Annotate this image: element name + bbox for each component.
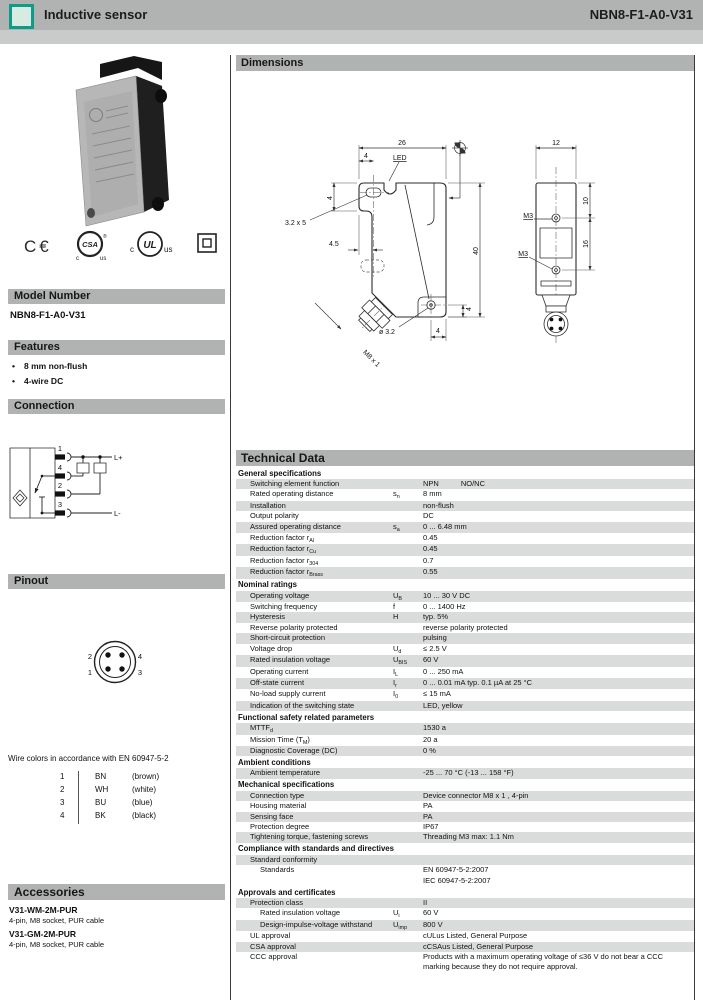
technical-data-table [236,467,694,973]
sensor-body-box [10,448,55,518]
dim-4-right: 4 [466,307,473,311]
wire-color-code: BN [95,772,107,781]
svg-text:us: us [164,245,173,254]
tech-row-value: 1530 a [423,723,446,733]
tech-row-symbol: $I_0$ [393,689,399,701]
dim-m3-top: M3 [523,213,533,220]
tech-row-value: 0 ... 250 mA [423,666,464,676]
tech-row-symbol [393,942,423,952]
tech-row-value: PA [423,811,433,821]
tech-row-label: Rated insulation voltage [250,655,331,665]
certification-logos [18,230,218,262]
tech-row-value: 0.45 [423,533,438,543]
tech-row-symbol [393,865,423,886]
tech-row-symbol [393,812,423,822]
accessory-name: V31-WM-2M-PUR [9,905,78,915]
tech-data-row [236,920,694,931]
dim-26: 26 [398,140,406,147]
tech-data-row [236,556,694,567]
tech-row-symbol: $s_n$ [393,489,400,501]
tech-data-row [236,735,694,746]
wire-color-row: 2 [60,785,65,794]
tech-row-label: Tightening torque, fastening screws [250,832,369,842]
pin4-label: 4 [57,463,63,472]
tech-data-row [236,931,694,941]
tech-row-label: No-load supply current [250,689,326,699]
led-label: LED [393,155,407,162]
accessories-heading: Accessories [8,884,225,900]
tech-row-value: 20 a [423,734,438,744]
tech-row-label: CSA approval [250,941,296,951]
connection-heading: Connection [8,399,225,414]
wire-color-row: 4 [60,811,65,820]
tech-data-row [236,567,694,578]
tech-row-label: Protection degree [250,821,310,831]
pin3-label: 3 [57,500,63,509]
wire-color-code: BU [95,798,107,807]
tech-row-symbol [393,633,423,643]
tech-row-label: Switching element function [250,479,340,488]
page-header-bar [0,0,703,30]
dim-12: 12 [552,140,560,147]
tech-row-value: 0.55 [423,567,438,577]
tech-data-row [236,678,694,689]
tech-data-row [236,723,694,734]
dim-10: 10 [583,197,590,205]
tech-row-symbol: $U_i$ [393,908,400,920]
tech-row-label: Reduction factor $r_{Brass}$ [250,567,323,579]
tech-section-header: Ambient conditions [238,757,311,767]
tech-row-symbol: $I_r$ [393,677,397,689]
tech-data-row [236,667,694,678]
tech-row-symbol: H [393,612,399,622]
reference-target-icon [452,140,468,156]
tech-row-symbol: $I_L$ [393,666,399,678]
tech-row-value: ≤ 15 mA [423,689,451,699]
tech-row-symbol [393,735,423,746]
tech-row-label: Reduction factor $r_{Al}$ [250,533,314,545]
tech-data-row [236,812,694,822]
pinout-diagram [0,600,225,710]
tech-row-value: 0 ... 6.48 mm [423,521,467,531]
tech-data-row [236,898,694,908]
tech-row-label: Voltage drop [250,643,293,653]
pinout-label-4: 4 [137,652,143,661]
tech-row-symbol [393,791,423,801]
tech-row-symbol: $s_a$ [393,521,400,533]
wire-color-row: 1 [60,772,65,781]
wire-color-code: BK [95,811,106,820]
tech-row-value: Products with a maximum operating voltage of ≤36 V do not bear a CCC marking because they do not require approval. [423,952,664,972]
ul-logo-icon [130,232,172,256]
tech-data-row [236,591,694,602]
tech-row-value: Threading M3 max: 1.1 Nm [423,832,514,842]
tech-row-symbol [393,501,423,511]
tech-row-label: Operating current [250,666,309,676]
tech-data-row [236,602,694,612]
tech-section-header: Compliance with standards and directives [238,844,394,854]
bullet-icon: • [12,376,15,386]
tech-row-label: CCC approval [250,952,298,962]
technical-data-heading: Technical Data [236,450,694,466]
dimensions-drawing [233,67,695,445]
tech-row-label: Connection type [250,790,305,800]
tech-row-value: pulsing [423,633,447,643]
tech-data-row [236,623,694,633]
tech-row-symbol: $U_{imp}$ [393,919,408,931]
tech-section-header: Nominal ratings [238,580,297,590]
tech-row-label: Mission Time $(T_M)$ [250,734,310,746]
tech-row-symbol [393,952,423,973]
tech-row-label: Reverse polarity protected [250,622,338,632]
tech-data-row [236,768,694,778]
wire-colors-note: Wire colors in accordance with EN 60947-5-2 [8,754,169,763]
wire-color-name: (white) [132,785,157,794]
tech-row-value: 0 % [423,745,436,755]
tech-data-row [236,801,694,811]
tech-data-row [236,865,694,886]
tech-data-row [236,952,694,973]
svg-text:CSA: CSA [82,240,98,249]
tech-row-label: Sensing face [250,811,294,821]
svg-text:c: c [76,256,79,262]
tech-row-value: LED, yellow [423,700,463,710]
tech-row-value: Device connector M8 x 1 , 4-pin [423,790,529,800]
tech-row-value: cULus Listed, General Purpose [423,931,528,941]
tech-data-row [236,791,694,801]
header-model-number: NBN8-F1-A0-V31 [589,7,693,22]
ce-mark-icon: C€ [24,237,52,256]
tech-row-symbol [393,855,423,865]
tech-data-row [236,533,694,544]
tech-row-label: Protection class [250,898,303,907]
pin1-label: 1 [57,444,63,453]
features-heading: Features [8,340,225,355]
tech-row-label: Design-impulse-voltage withstand [260,919,373,929]
tech-data-row [236,612,694,622]
tech-row-label: Output polarity [250,511,299,521]
dim-4-top: 4 [364,153,368,160]
wire-color-name: (blue) [132,798,153,807]
tech-row-label: UL approval [250,931,291,941]
tech-data-row [236,701,694,711]
wire-color-row: 3 [60,798,65,807]
load-resistors [77,455,106,494]
dim-m3-bottom: M3 [518,251,528,258]
product-bottom-nub [152,197,164,211]
tech-row-value: 800 V [423,919,443,929]
tech-row-label: Off-state current [250,677,305,687]
tech-row-label: Rated operating distance [250,489,334,499]
tech-section-header: Approvals and certificates [238,887,336,897]
tech-row-symbol: f [393,602,396,612]
tech-section-header: General specifications [238,468,322,478]
dim-45: 4.5 [329,241,339,248]
svg-text:c: c [130,245,134,254]
tech-data-row [236,511,694,521]
tech-data-row [236,522,694,533]
pinout-heading: Pinout [8,574,225,589]
csa-logo-icon [76,232,107,262]
tech-row-symbol [393,511,423,521]
tech-data-row [236,746,694,756]
inductive-sensor-symbol [13,490,27,506]
tech-row-label: Standard conformity [250,854,318,864]
tech-row-label: Assured operating distance [250,521,341,531]
pin2-label: 2 [57,481,63,490]
tech-row-symbol [393,701,423,711]
bullet-icon: • [12,361,15,371]
tech-row-value: typ. 5% [423,612,449,622]
tech-row-value: ≤ 2.5 V [423,643,447,653]
tech-row-symbol [393,567,423,578]
tech-row-label: Operating voltage [250,590,310,600]
tech-row-value: II [423,898,428,907]
dim-4-left: 4 [327,196,334,200]
dim-40: 40 [473,247,480,255]
tech-row-symbol [393,898,423,908]
tech-row-label: Short-circuit protection [250,633,326,643]
tech-row-symbol [393,801,423,811]
tech-data-row [236,644,694,655]
tech-data-row [236,689,694,700]
dim-thread: M8 x 1 [361,349,381,369]
dimensions-heading: Dimensions [236,55,694,71]
pinout-label-1: 1 [87,668,93,677]
svg-text:®: ® [103,234,107,240]
tech-row-label: Switching frequency [250,602,318,612]
tech-section-header: Mechanical specifications [238,780,335,790]
tech-row-value: 60 V [423,655,439,665]
tech-row-symbol: $U_{BIS}$ [393,655,408,667]
feature-item: • 8 mm non-flush [12,361,88,371]
tech-row-symbol [393,544,423,555]
tech-row-value: -25 ... 70 °C (-13 ... 158 °F) [423,768,514,778]
tech-row-value: IP67 [423,821,439,831]
wire-color-code: WH [95,785,109,794]
pinout-label-2: 2 [87,652,93,661]
dim-16: 16 [583,240,590,248]
tech-row-symbol [393,746,423,756]
svg-text:us: us [100,256,107,262]
header-subband [0,30,703,44]
tech-data-row [236,633,694,643]
l-plus-label: L+ [114,453,123,462]
accessory-desc: 4-pin, M8 socket, PUR cable [9,940,105,949]
product-top-cap [100,56,162,80]
tech-row-label: Rated insulation voltage [260,908,341,918]
side-view [518,140,595,345]
tech-row-value: cCSAus Listed, General Purpose [423,941,534,951]
l-minus-label: L- [114,509,121,518]
protection-class-ii-icon [198,234,216,252]
accessory-desc: 4-pin, M8 socket, PUR cable [9,916,105,925]
switch-symbol [35,475,55,515]
tech-row-value: PA [423,801,433,811]
tech-row-label: Installation [250,500,286,510]
dim-hole: ø 3.2 [379,329,395,336]
product-side-nub [155,89,167,103]
tech-data-row [236,855,694,865]
tech-row-label: Reduction factor $r_{Cu}$ [250,544,317,556]
tech-row-value: NPN NO/NC [423,479,486,488]
tech-row-symbol [393,832,423,842]
feature-item: • 4-wire DC [12,376,64,386]
tech-row-label: Hysteresis [250,612,286,622]
tech-data-row [236,501,694,511]
tech-row-symbol [393,822,423,832]
brand-square-icon [9,4,34,29]
wire-color-name: (brown) [132,772,160,781]
tech-row-value: reverse polarity protected [423,622,508,632]
tech-row-value: EN 60947-5-2:2007 IEC 60947-5-2:2007 [423,865,491,885]
tech-row-value: 0.45 [423,544,438,554]
wire-color-name: (black) [132,811,157,820]
tech-data-row [236,489,694,500]
tech-row-value: 0 ... 0.01 mA typ. 0.1 µA at 25 °C [423,677,533,687]
model-number-value: NBN8-F1-A0-V31 [10,310,86,321]
tech-row-label: $MTTF_d$ [250,723,273,735]
tech-row-value: 10 ... 30 V DC [423,590,471,600]
column-divider-line [230,55,231,1000]
tech-data-row [236,822,694,832]
tech-row-value: 8 mm [423,489,442,499]
tech-data-row [236,655,694,666]
tech-row-symbol: $U_B$ [393,590,403,602]
tech-row-symbol [393,931,423,941]
tech-row-symbol: $U_d$ [393,643,402,655]
tech-row-label: Indication of the switching state [250,700,355,710]
tech-row-symbol [393,479,423,489]
tech-data-row [236,942,694,952]
dim-4-bottom: 4 [436,328,440,335]
page-title: Inductive sensor [44,7,148,22]
tech-row-symbol [393,533,423,544]
tech-data-row [236,908,694,919]
tech-data-row [236,544,694,555]
tech-row-label: Ambient temperature [250,768,321,778]
tech-data-row [236,479,694,489]
tech-row-value: 60 V [423,908,439,918]
connection-diagram [0,420,225,555]
tech-row-value: 0.7 [423,555,434,565]
product-photo [48,56,188,232]
svg-text:UL: UL [143,240,157,251]
pinout-label-3: 3 [137,668,143,677]
front-view [285,140,485,369]
tech-row-value: 0 ... 1400 Hz [423,602,466,612]
dim-slot: 3.2 x 5 [285,220,307,227]
tech-row-label: Housing material [250,801,307,811]
tech-row-label: Reduction factor $r_{304}$ [250,555,319,567]
wire-table-divider [78,771,79,824]
tech-row-label: Diagnostic Coverage (DC) [250,745,338,755]
tech-row-symbol [393,556,423,567]
tech-row-symbol [393,623,423,633]
tech-data-row [236,832,694,842]
tech-row-value: DC [423,511,434,521]
tech-row-value [423,855,694,865]
tech-row-symbol [393,768,423,778]
tech-row-value: non-flush [423,500,454,510]
accessory-name: V31-GM-2M-PUR [9,929,77,939]
model-number-heading: Model Number [8,289,225,304]
tech-row-symbol [393,723,423,734]
tech-row-label: Standards [260,865,295,875]
product-screw-hole [87,208,95,218]
tech-section-header: Functional safety related parameters [238,712,375,722]
